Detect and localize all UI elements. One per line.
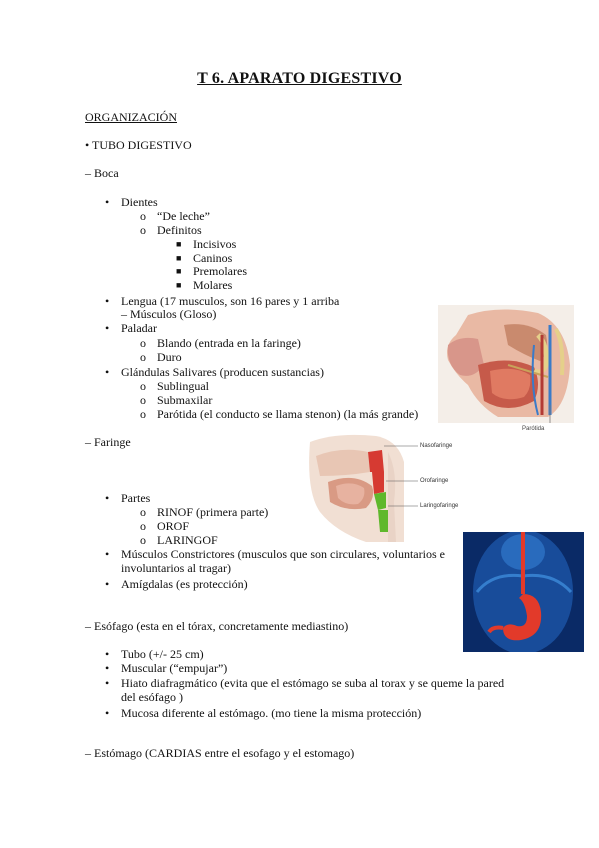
circle-bullet-icon: o	[140, 336, 146, 350]
bullet-icon: •	[105, 294, 110, 308]
heading-estomago: – Estómago (CARDIAS entre el esofago y el estomago)	[85, 746, 355, 760]
bullet-icon: •	[105, 577, 110, 591]
bullet-icon: •	[105, 365, 110, 379]
page-title: T 6. APARATO DIGESTIVO	[197, 70, 402, 87]
heading-esofago: – Esófago (esta en el tórax, concretamente mediastino)	[85, 619, 349, 633]
item-orof: OROF	[157, 519, 190, 533]
circle-bullet-icon: o	[140, 407, 146, 421]
circle-bullet-icon: o	[140, 505, 146, 519]
item-dientes: Dientes	[121, 195, 158, 209]
pharynx-anatomy-image	[306, 432, 476, 542]
orofaringe-label: Orofaringe	[420, 478, 449, 484]
parotida-image-label: Parótida	[522, 426, 545, 432]
item-de-leche: “De leche”	[157, 209, 210, 223]
item-hiato-cont: del esófago )	[121, 690, 183, 704]
laringofaringe-label: Laringofaringe	[420, 503, 459, 509]
circle-bullet-icon: o	[140, 209, 146, 223]
item-tubo: Tubo (+/- 25 cm)	[121, 647, 204, 661]
item-lengua: Lengua (17 musculos, son 16 pares y 1 arriba	[121, 294, 340, 308]
bullet-icon: •	[105, 491, 110, 505]
circle-bullet-icon: o	[140, 393, 146, 407]
item-parotida: Parótida (el conducto se llama stenon) (la más grande)	[157, 407, 419, 421]
item-glandulas: Glándulas Salivares (producen sustancias)	[121, 365, 324, 379]
item-rinof: RINOF (primera parte)	[157, 505, 269, 519]
heading-faringe: – Faringe	[85, 435, 131, 449]
item-incisivos: Incisivos	[193, 237, 237, 251]
bullet-icon: •	[105, 706, 110, 720]
item-sublingual: Sublingual	[157, 379, 210, 393]
circle-bullet-icon: o	[140, 533, 146, 547]
nasofaringe-label: Nasofaringe	[420, 443, 453, 449]
item-partes: Partes	[121, 491, 151, 505]
bullet-icon: •	[105, 547, 110, 561]
item-musculos-constrictores-cont: involuntarios al tragar)	[121, 561, 231, 575]
square-bullet-icon: ■	[176, 253, 182, 263]
item-musculos-constrictores: Músculos Constrictores (musculos que son circulares, voluntarios e	[121, 547, 445, 561]
item-mucosa: Mucosa diferente al estómago. (mo tiene la misma protección)	[121, 706, 422, 720]
bullet-icon: •	[105, 661, 110, 675]
bullet-icon: •	[105, 195, 110, 209]
item-definitos: Definitos	[157, 223, 202, 237]
item-paladar: Paladar	[121, 321, 157, 335]
square-bullet-icon: ■	[176, 239, 182, 249]
item-duro: Duro	[157, 350, 182, 364]
circle-bullet-icon: o	[140, 519, 146, 533]
item-hiato: Hiato diafragmático (evita que el estómago se suba al torax y se queme la pared	[121, 676, 505, 690]
item-submaxilar: Submaxilar	[157, 393, 213, 407]
bullet-icon: •	[105, 321, 110, 335]
item-muscular: Muscular (“empujar”)	[121, 661, 228, 675]
circle-bullet-icon: o	[140, 350, 146, 364]
item-molares: Molares	[193, 278, 233, 292]
face-anatomy-image	[438, 305, 574, 437]
bullet-icon: •	[105, 647, 110, 661]
circle-bullet-icon: o	[140, 379, 146, 393]
section-organizacion: ORGANIZACIÓN	[85, 110, 177, 124]
circle-bullet-icon: o	[140, 223, 146, 237]
bullet-icon: •	[105, 676, 110, 690]
square-bullet-icon: ■	[176, 266, 182, 276]
esophagus-stomach-image	[463, 532, 584, 652]
item-premolares: Premolares	[193, 264, 247, 278]
item-caninos: Caninos	[193, 251, 233, 265]
heading-boca: – Boca	[85, 166, 119, 180]
item-lengua-musculos: – Músculos (Gloso)	[121, 307, 217, 321]
heading-tubo-digestivo: • TUBO DIGESTIVO	[85, 138, 192, 152]
square-bullet-icon: ■	[176, 280, 182, 290]
item-blando: Blando (entrada en la faringe)	[157, 336, 301, 350]
item-laringof: LARINGOF	[157, 533, 218, 547]
item-amigdalas: Amígdalas (es protección)	[121, 577, 248, 591]
